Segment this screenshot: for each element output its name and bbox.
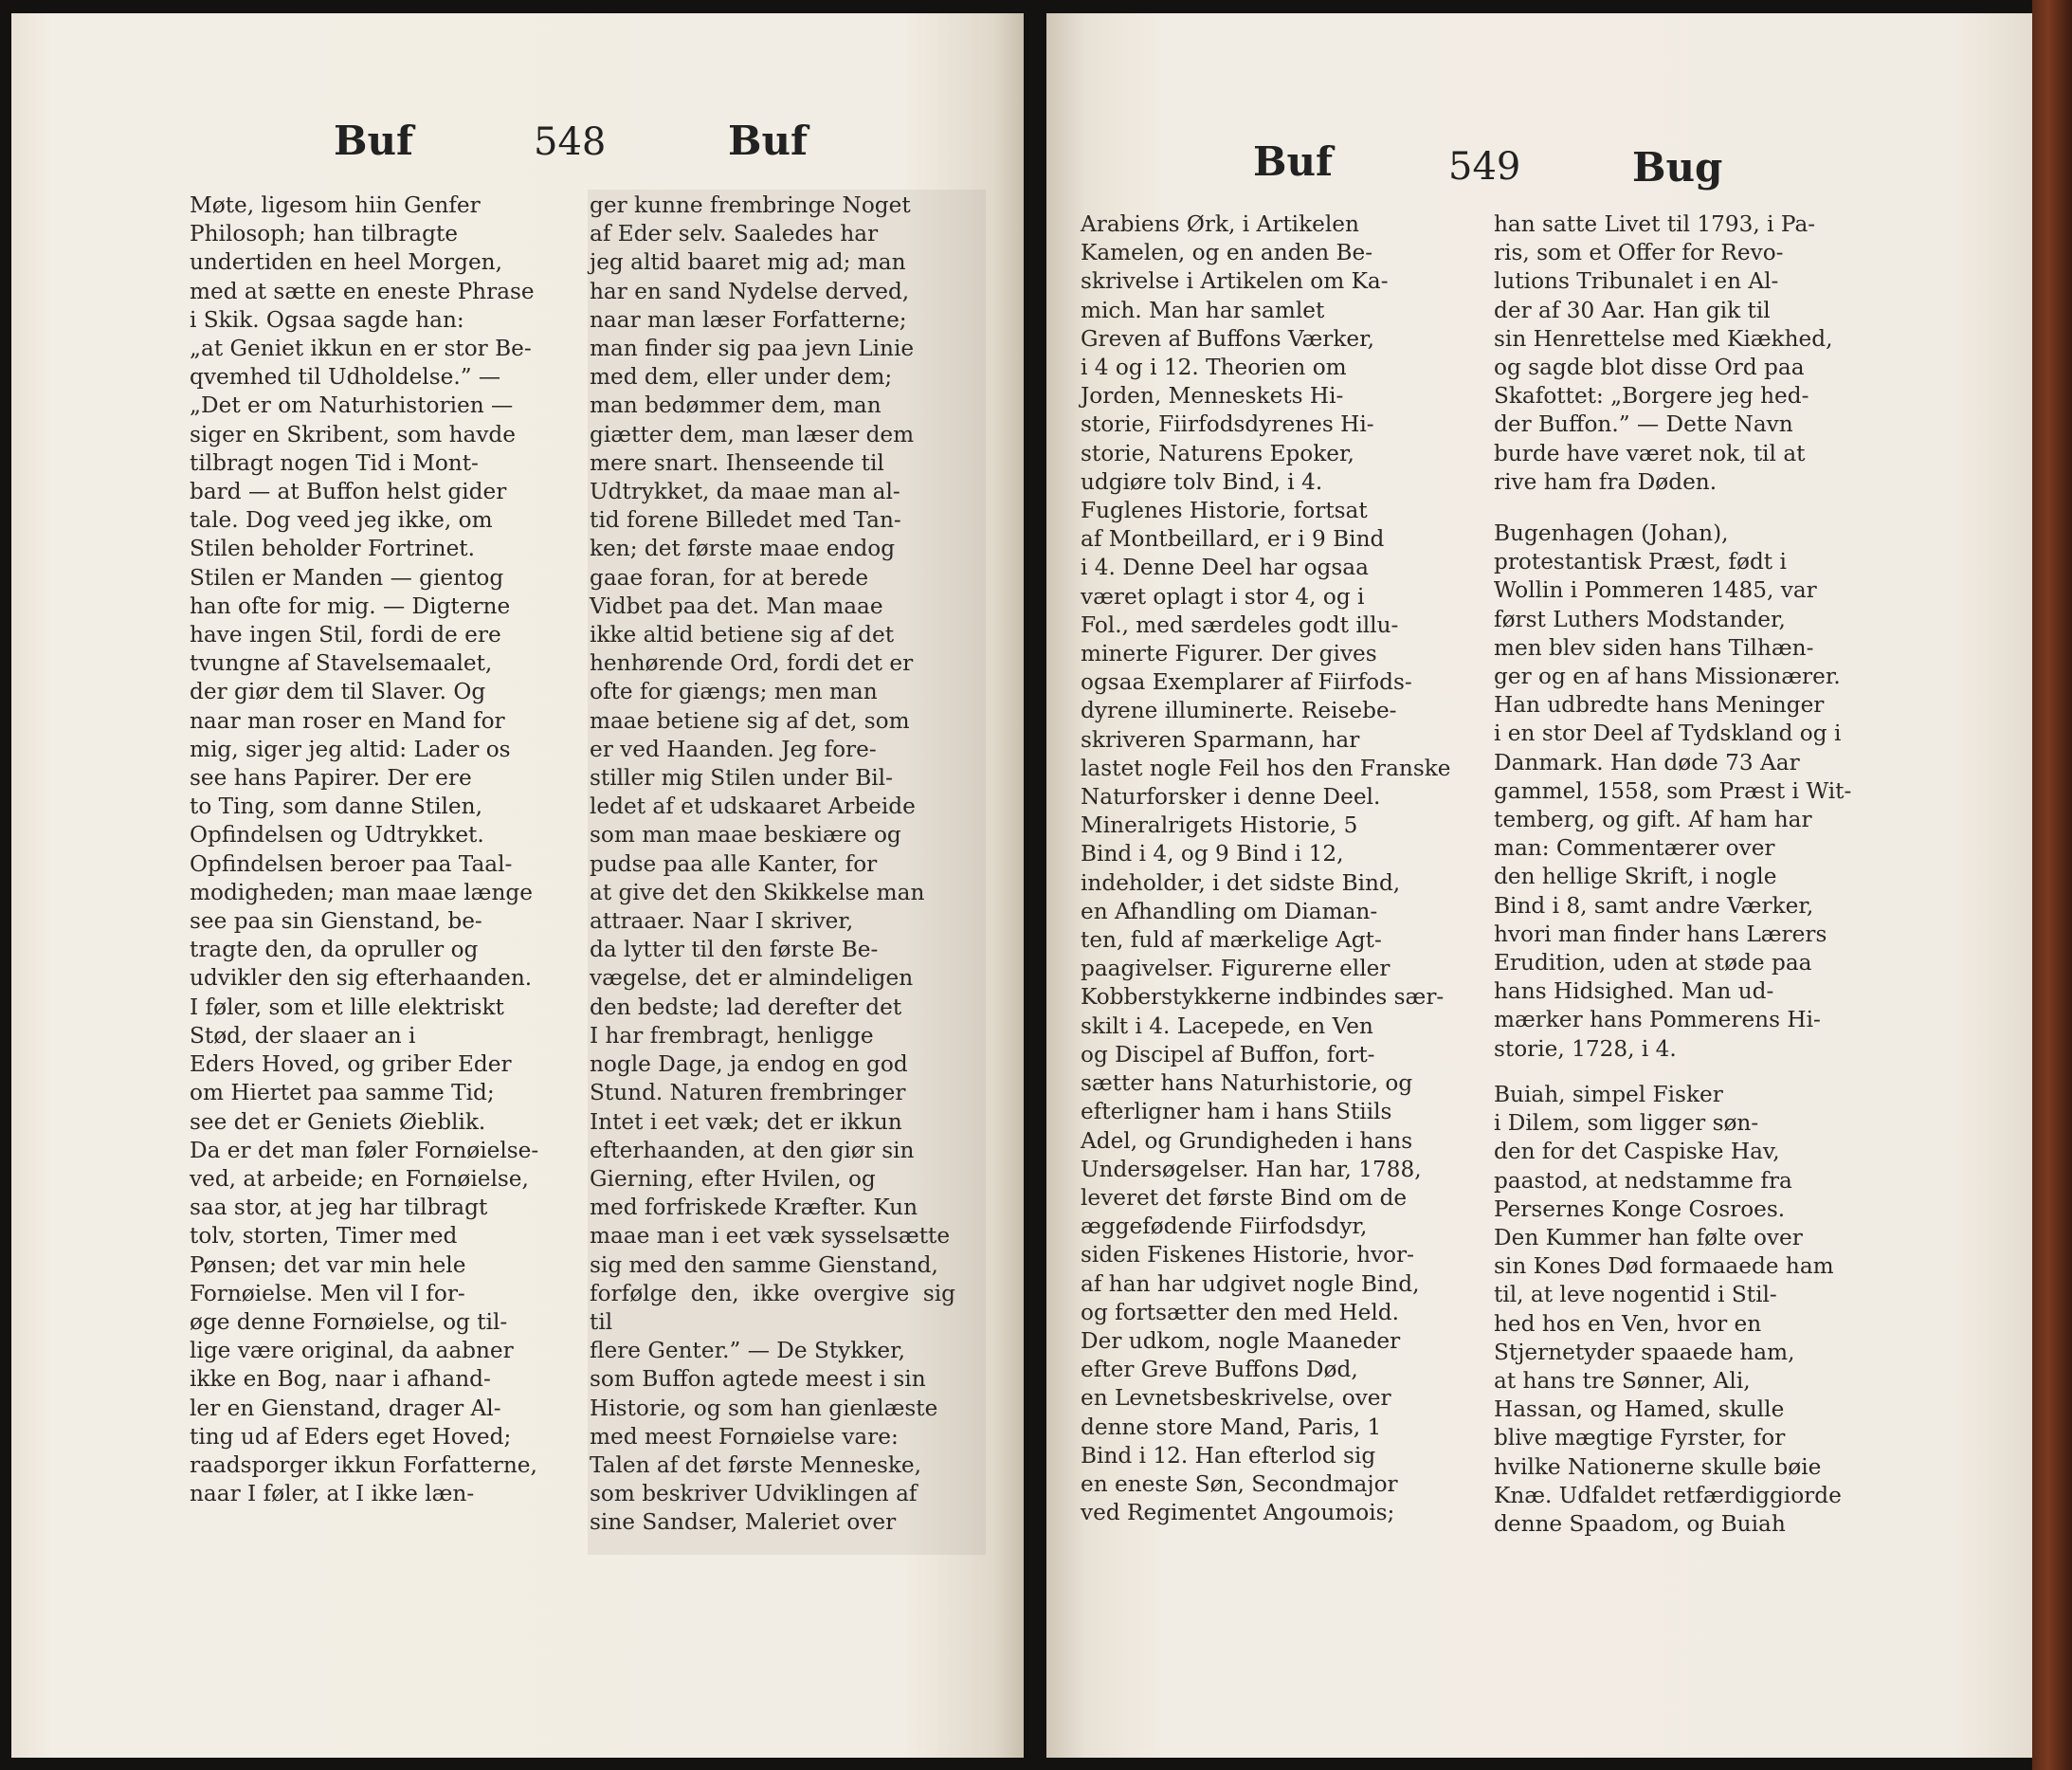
right-running-head-right: Bug [1632, 144, 1723, 191]
left-column-1: Møte, ligesom hiin Genfer Philosoph; han tilbragte undertiden en heel Morgen, med at sætte en eneste Phrase i Skik. Ogsaa sagde han: „at Geniet ikkun en er stor Be- qvemhed til Udholdelse.” — „Det er om Naturhistorien — siger en Skribent, som havde tilbragt nogen Tid i Mont- bard — at Buffon helst gider tale. Dog veed jeg ikke, om Stilen beholder Fortrinet. Stilen er Manden — gientog han ofte for mig. — Digterne have ingen Stil, fordi de ere tvungne af Stavelsemaalet, der giør dem til Slaver. Og naar man roser en Mand for mig, siger jeg altid: Lader os see hans Papirer. Der ere to Ting, som danne Stilen, Opfindelsen og Udtrykket. Opfindelsen beroer paa Taal- modigheden; man maae længe see paa sin Gienstand, be- tragte den, da opruller og udvikler den sig efterhaanden. I føler, som et lille elektriskt Stød, der slaaer an i Eders Hoved, og griber Eder om Hiertet paa samme Tid; see det er Geniets Øieblik. Da er det man føler Fornøielse- ved, at arbeide; en Fornøielse, saa stor, at jeg har tilbragt tolv, storten, Timer med Pønsen; det var min hele Fornøielse. Men vil I for- øge denne Fornøielse, og til- lige være original, da aabner ikke en Bog, naar i afhand- ler en Gienstand, drager Al- ting ud af Eders eget Hoved; raadsporger ikkun Forfatterne, naar I føler, at I ikke læn- [190, 192, 539, 1507]
entry-buiah: Buiah, simpel Fisker i Dilem, som ligger søn- den for det Caspiske Hav, paastod, at nedstamme fra Persernes Konge Cosroes. Den Kummer han følte over sin Kones Død formaaede ham til, at leve nogentid i Stil- hed hos en Ven, hvor en Stjernetyder spaaede ham, at hans tre Sønner, Ali, Hassan, og Hamed, skulle blive mægtige Fyrster, for hvilke Nationerne skulle bøie Knæ. Udfaldet retfærdiggiorde denne Spaadom, og Buiah [1494, 1082, 1842, 1538]
left-running-head: Buf [334, 118, 414, 164]
book-cover-edge [2032, 0, 2072, 1770]
right-column-2: han satte Livet til 1793, i Pa- ris, som et Offer for Revo- lutions Tribunalet i en Al- der af 30 Aar. Han gik til sin Henrettelse med Kiækhed, og sagde blot disse Ord paa Skafottet: „Borgere jeg hed- der Buffon.” — Dette Navn burde have været nok, til at rive ham fra Døden. [1494, 211, 1833, 495]
entry-bugenhagen: Bugenhagen (Johan), protestantisk Præst, født i Wollin i Pommeren 1485, var først Luthers Modstander, men blev siden hans Tilhæn- ger og en af hans Missionærer. Han udbredte hans Meninger i en stor Deel af Tydskland og i Danmark. Han døde 73 Aar gammel, 1558, som Præst i Wit- temberg, og gift. Af ham har man: Commentærer over den hellige Skrift, i nogle Bind i 8, samt andre Værker, hvori man finder hans Lærers Erudition, uden at støde paa hans Hidsighed. Man ud- mærker hans Pommerens Hi- storie, 1728, i 4. [1494, 520, 1852, 1062]
left-column-2: ger kunne frembringe Noget af Eder selv. Saaledes har jeg altid baaret mig ad; man har en sand Nydelse derved, naar man læser Forfatterne; man finder sig paa jevn Linie med dem, eller under dem; man bedømmer dem, man giætter dem, man læser dem mere snart. Ihenseende til Udtrykket, da maae man al- tid forene Billedet med Tan- ken; det første maae endog gaae foran, for at berede Vidbet paa det. Man maae ikke altid betiene sig af det henhørende Ord, fordi det er ofte for giængs; men man maae betiene sig af det, som er ved Haanden. Jeg fore- stiller mig Stilen under Bil- ledet af et udskaaret Arbeide som man maae beskiære og pudse paa alle Kanter, for at give det den Skikkelse man attraaer. Naar I skriver, da lytter til den første Be- vægelse, det er almindeligen den bedste; lad derefter det I har frembragt, henligge nogle Dage, ja endog en god Stund. Naturen frembringer Intet i eet væk; det er ikkun efterhaanden, at den giør sin Gierning, efter Hvilen, og med forfriskede Kræfter. Kun maae man i eet væk sysselsætte sig med den samme Gienstand, forfølge den, ikke overgive sig til flere Genter.” — De Stykker, som Buffon agtede meest i sin Historie, og som han gienlæste med meest Fornøielse vare: Talen af det første Menneske, som beskriver Udviklingen af sine Sandser, Maleriet over [590, 192, 955, 1536]
left-page-number: 548 [534, 120, 607, 164]
right-running-head: Buf [1253, 138, 1334, 185]
right-page-number: 549 [1448, 145, 1521, 189]
left-running-head-right: Buf [728, 118, 809, 164]
right-column-1: Arabiens Ørk, i Artikelen Kamelen, og en anden Be- skrivelse i Artikelen om Ka- mich. Man har samlet Greven af Buffons Værker, i 4 og i 12. Theorien om Jorden, Menneskets Hi- storie, Fiirfodsdyrenes Hi- storie, Naturens Epoker, udgiøre tolv Bind, i 4. Fuglenes Historie, fortsat af Montbeillard, er i 9 Bind i 4. Denne Deel har ogsaa været oplagt i stor 4, og i Fol., med særdeles godt illu- minerte Figurer. Der gives ogsaa Exemplarer af Fiirfods- dyrene illuminerte. Reisebe- skriveren Sparmann, har lastet nogle Feil hos den Franske Naturforsker i denne Deel. Mineralrigets Historie, 5 Bind i 4, og 9 Bind i 12, indeholder, i det sidste Bind, en Afhandling om Diaman- ten, fuld af mærkelige Agt- paagivelser. Figurerne eller Kobberstykkerne indbindes sær- skilt i 4. Lacepede, en Ven og Discipel af Buffon, fort- sætter hans Naturhistorie, og efterligner ham i hans Stiils Adel, og Grundigheden i hans Undersøgelser. Han har, 1788, leveret det første Bind om de æggefødende Fiirfodsdyr, siden Fiskenes Historie, hvor- af han har udgivet nogle Bind, og fortsætter den med Held. Der udkom, nogle Maaneder efter Greve Buffons Død, en Levnetsbeskrivelse, over denne store Mand, Paris, 1 Bind i 12. Han efterlod sig en eneste Søn, Secondmajor ved Regimentet Angoumois; [1081, 211, 1451, 1526]
